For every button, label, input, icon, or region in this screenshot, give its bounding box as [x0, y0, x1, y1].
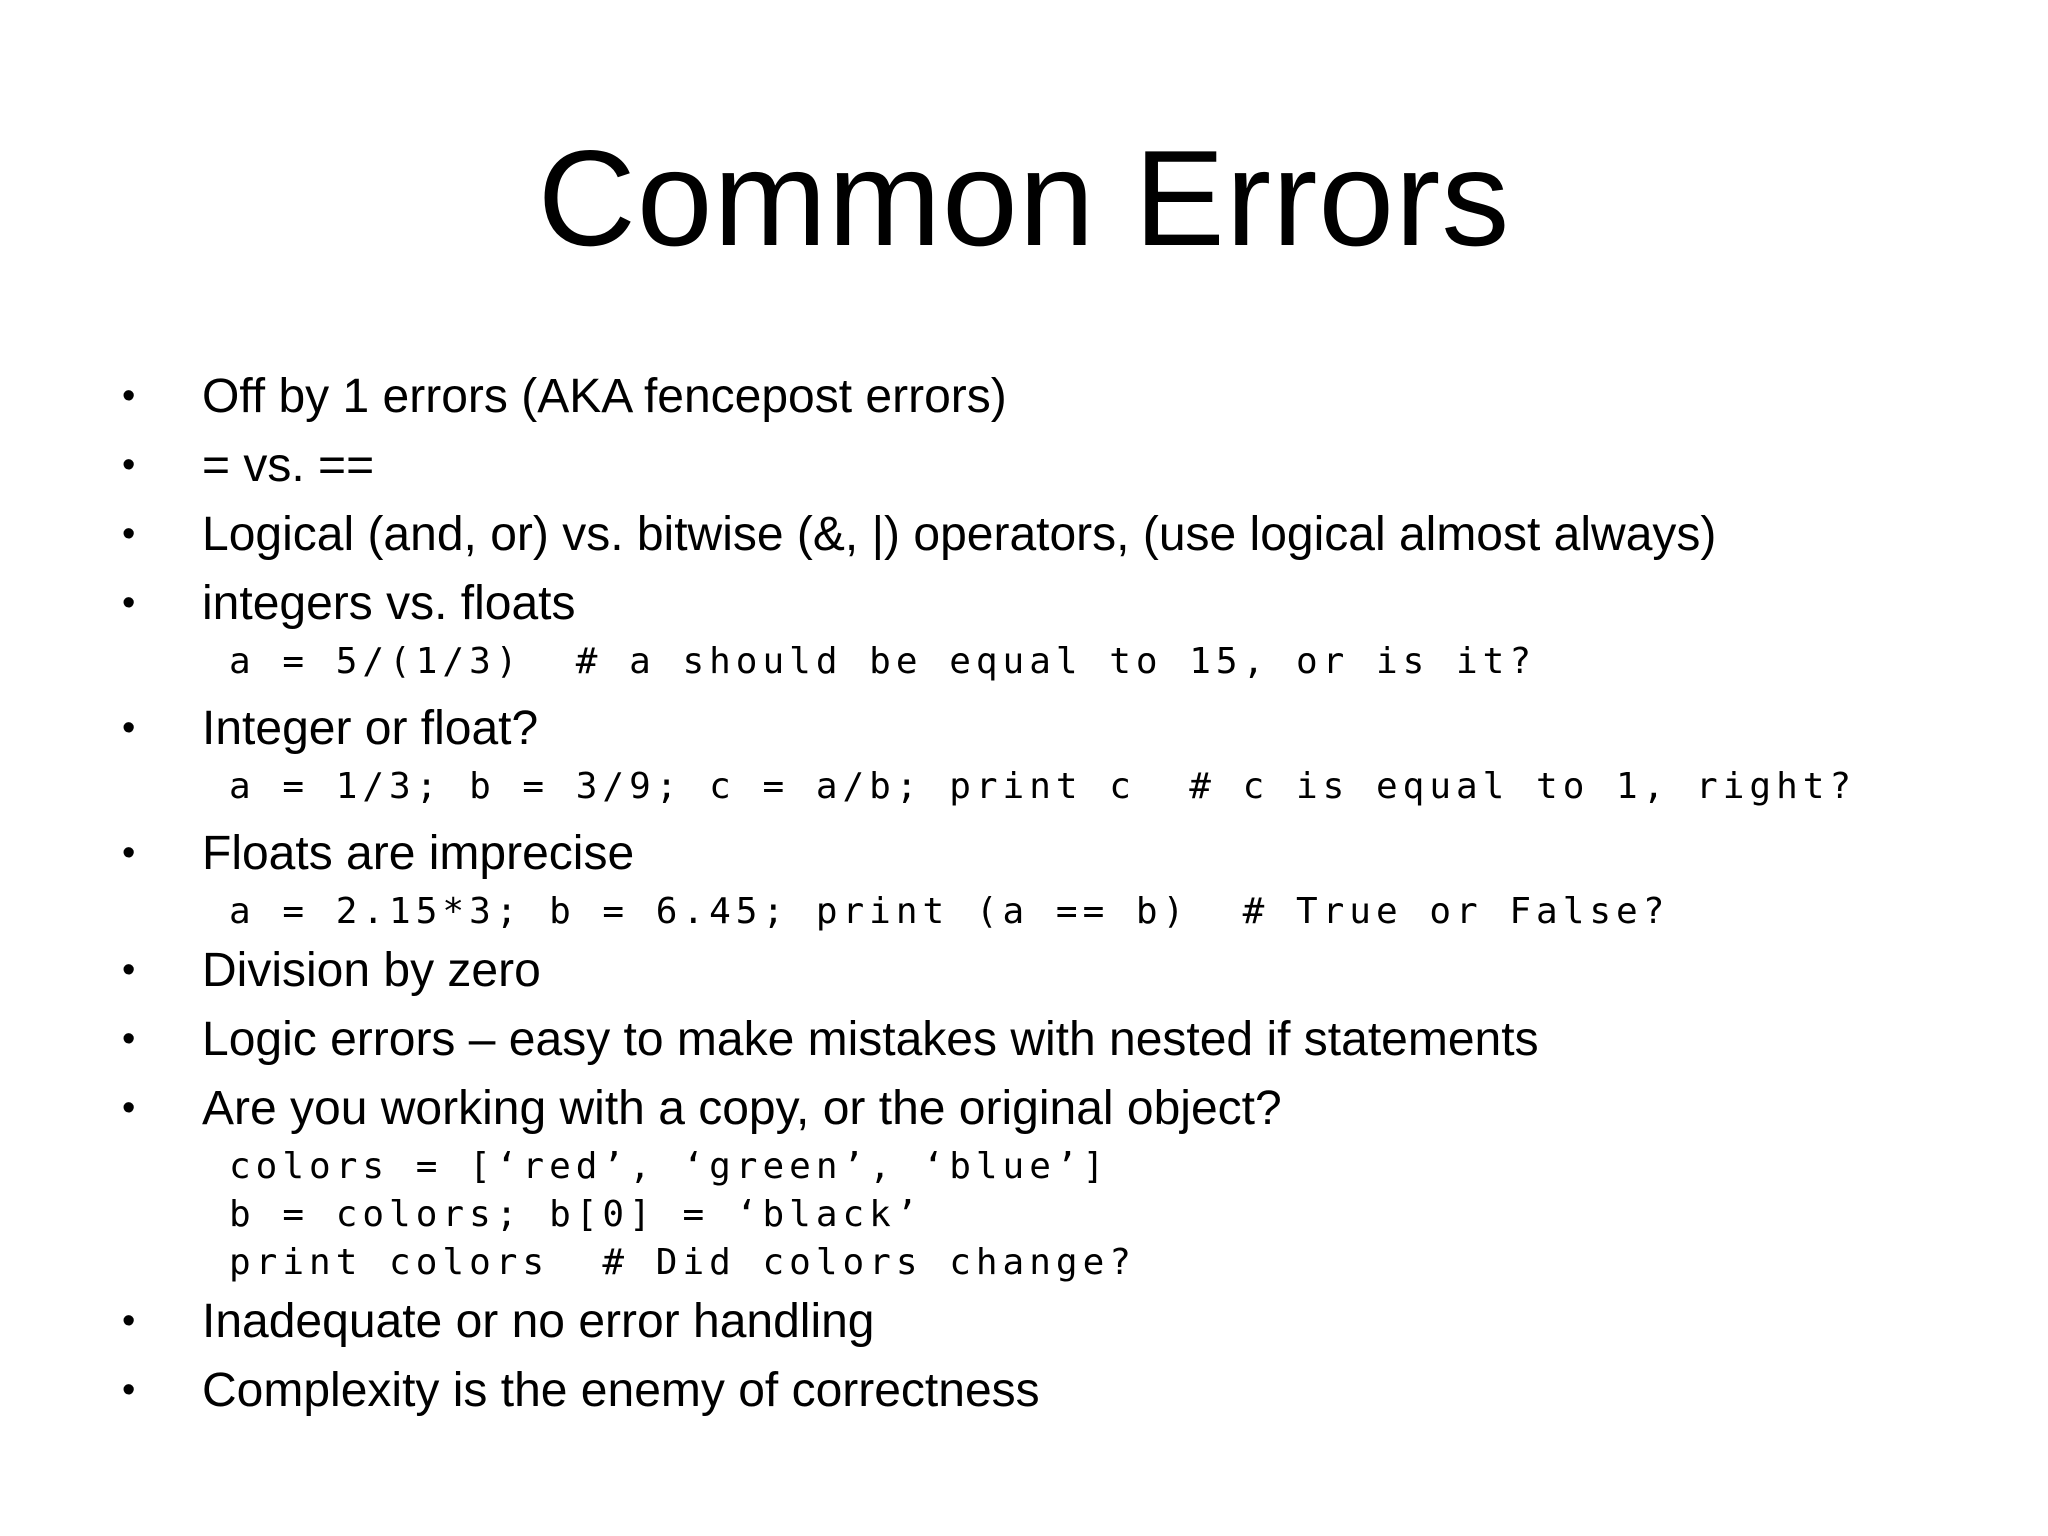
bullet-icon: • — [122, 1087, 136, 1129]
list-item-text: Are you working with a copy, or the original object? — [202, 1082, 1282, 1135]
list-item — [0, 1005, 2048, 1074]
list-item-text: Logic errors – easy to make mistakes with nested if statements — [202, 1013, 1539, 1066]
list-item-text: Inadequate or no error handling — [202, 1295, 875, 1348]
bullet-icon: • — [122, 832, 136, 874]
code-line: colors = [‘red’, ‘green’, ‘blue’] — [229, 1146, 1110, 1187]
bullet-icon: • — [122, 707, 136, 749]
list-item — [0, 819, 2048, 888]
list-item-text: Integer or float? — [202, 702, 539, 755]
list-item — [0, 500, 2048, 569]
bullet-icon: • — [122, 513, 136, 555]
list-item-text: Logical (and, or) vs. bitwise (&, |) operators, (use logical almost always) — [202, 508, 1717, 561]
list-item — [0, 936, 2048, 1005]
list-item — [0, 1287, 2048, 1356]
list-item-text: Floats are imprecise — [202, 827, 635, 880]
list-item-text: Off by 1 errors (AKA fencepost errors) — [202, 370, 1007, 423]
list-item — [0, 569, 2048, 638]
list-item — [0, 694, 2048, 763]
bullet-icon: • — [122, 1369, 136, 1411]
slide-title: Common Errors — [537, 122, 1511, 274]
spacer — [0, 811, 2048, 819]
code-line: a = 1/3; b = 3/9; c = a/b; print c # c is equal to 1, right? — [229, 766, 1857, 807]
bullet-icon: • — [122, 949, 136, 991]
list-item — [0, 1356, 2048, 1425]
list-item-text: integers vs. floats — [202, 577, 576, 630]
list-item-text: Complexity is the enemy of correctness — [202, 1364, 1040, 1417]
bullet-icon: • — [122, 1018, 136, 1060]
list-item-text: = vs. == — [202, 439, 375, 492]
list-item — [0, 362, 2048, 431]
bullet-icon: • — [122, 1300, 136, 1342]
bullet-icon: • — [122, 444, 136, 486]
list-item-text: Division by zero — [202, 944, 541, 997]
bullet-icon: • — [122, 375, 136, 417]
code-line: a = 5/(1/3) # a should be equal to 15, or is it? — [229, 641, 1537, 682]
bullet-list — [0, 362, 2048, 1425]
list-item — [0, 1074, 2048, 1143]
code-line: b = colors; b[0] = ‘black’ — [229, 1194, 923, 1235]
list-item — [0, 431, 2048, 500]
code-line: print colors # Did colors change? — [229, 1242, 1136, 1283]
bullet-icon: • — [122, 582, 136, 624]
code-line: a = 2.15*3; b = 6.45; print (a == b) # True or False? — [229, 891, 1670, 932]
spacer — [0, 686, 2048, 694]
